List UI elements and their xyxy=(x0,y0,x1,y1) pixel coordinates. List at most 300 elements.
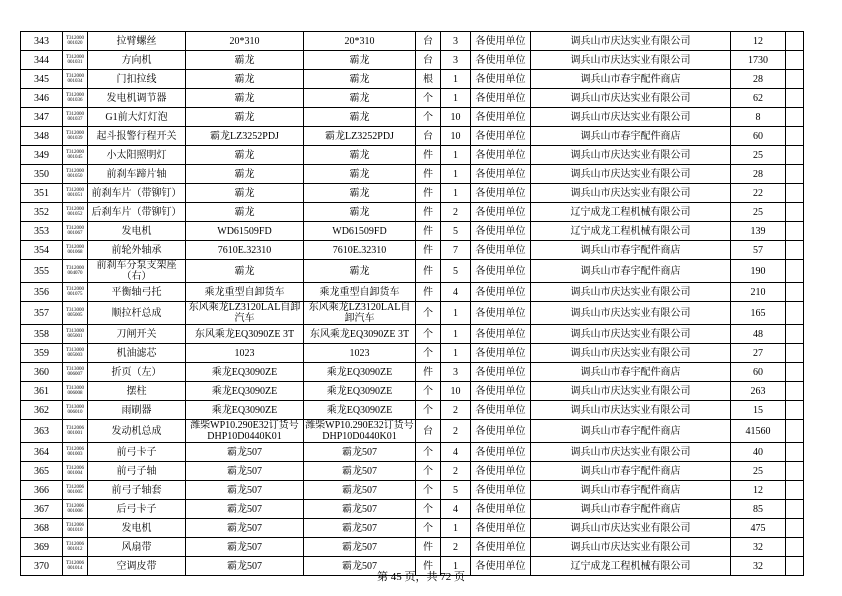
cell-user: 各使用单位 xyxy=(471,557,531,576)
item-code-line: 001052 xyxy=(67,212,83,217)
table-row xyxy=(21,401,804,420)
item-code-line: T312000 xyxy=(65,244,85,250)
cell-user: 各使用单位 xyxy=(471,344,531,363)
cell-supplier: 调兵山市春宇配件商店 xyxy=(531,127,731,146)
item-code-line: T312006 xyxy=(65,425,85,431)
cell-no: 363 xyxy=(21,420,63,443)
cell-no: 355 xyxy=(21,260,63,283)
cell-user: 各使用单位 xyxy=(471,89,531,108)
cell-note xyxy=(786,401,804,420)
item-code-line: T312006 xyxy=(65,484,85,490)
item-code-line: 001050 xyxy=(67,174,83,179)
cell-qty: 2 xyxy=(441,420,471,443)
cell-unit: 件 xyxy=(416,283,441,302)
cell-model: 霸龙507 xyxy=(304,538,416,557)
cell-code xyxy=(63,146,88,165)
cell-no: 356 xyxy=(21,283,63,302)
cell-code xyxy=(63,500,88,519)
cell-supplier: 辽宁成龙工程机械有限公司 xyxy=(531,557,731,576)
table-body xyxy=(21,32,804,576)
cell-code xyxy=(63,70,88,89)
cell-model: 霸龙507 xyxy=(304,481,416,500)
cell-no: 348 xyxy=(21,127,63,146)
cell-note xyxy=(786,165,804,184)
item-code-line: 001010 xyxy=(67,528,83,533)
cell-supplier: 调兵山市庆达实业有限公司 xyxy=(531,184,731,203)
cell-qty: 5 xyxy=(441,222,471,241)
cell-code xyxy=(63,302,88,325)
cell-name: 门扣拉线 xyxy=(88,70,186,89)
cell-price: 165 xyxy=(731,302,786,325)
item-code-line: T312000 xyxy=(65,130,85,136)
cell-note xyxy=(786,222,804,241)
item-code-line: 006008 xyxy=(67,391,83,396)
cell-qty: 10 xyxy=(441,127,471,146)
item-code-line: 004070 xyxy=(67,271,83,276)
cell-code xyxy=(63,382,88,401)
cell-note xyxy=(786,283,804,302)
cell-supplier: 调兵山市庆达实业有限公司 xyxy=(531,165,731,184)
cell-model: 霸龙 xyxy=(304,165,416,184)
cell-qty: 2 xyxy=(441,203,471,222)
cell-supplier: 调兵山市春宇配件商店 xyxy=(531,260,731,283)
item-code-line: T312000 xyxy=(65,111,85,117)
cell-note xyxy=(786,344,804,363)
cell-no: 352 xyxy=(21,203,63,222)
cell-name: 发电机 xyxy=(88,222,186,241)
cell-no: 347 xyxy=(21,108,63,127)
cell-model: 霸龙 xyxy=(304,260,416,283)
cell-unit: 件 xyxy=(416,241,441,260)
item-code-line: T312000 xyxy=(65,206,85,212)
cell-spec: 霸龙 xyxy=(186,260,304,283)
cell-spec: 乘龙EQ3090ZE xyxy=(186,382,304,401)
cell-model: 乘龙EQ3090ZE xyxy=(304,382,416,401)
cell-code xyxy=(63,222,88,241)
cell-user: 各使用单位 xyxy=(471,260,531,283)
item-code-line: 001075 xyxy=(67,292,83,297)
cell-model: 潍柴WP10.290E32订货号DHP10D0440K01 xyxy=(305,420,414,442)
item-code-line: T313000 xyxy=(65,347,85,353)
cell-price: 25 xyxy=(731,146,786,165)
cell-supplier: 调兵山市庆达实业有限公司 xyxy=(531,344,731,363)
cell-price: 62 xyxy=(731,89,786,108)
cell-qty: 10 xyxy=(441,108,471,127)
cell-no: 354 xyxy=(21,241,63,260)
cell-price: 263 xyxy=(731,382,786,401)
cell-unit: 台 xyxy=(416,32,441,51)
cell-code xyxy=(63,443,88,462)
cell-code xyxy=(63,184,88,203)
cell-note xyxy=(786,420,804,443)
cell-user: 各使用单位 xyxy=(471,203,531,222)
cell-spec: 乘龙EQ3090ZE xyxy=(186,401,304,420)
table-row xyxy=(21,260,804,283)
cell-supplier: 调兵山市庆达实业有限公司 xyxy=(531,32,731,51)
cell-no: 366 xyxy=(21,481,63,500)
cell-user: 各使用单位 xyxy=(471,519,531,538)
cell-unit: 个 xyxy=(416,108,441,127)
cell-user: 各使用单位 xyxy=(471,283,531,302)
cell-model: WD61509FD xyxy=(304,222,416,241)
cell-name: 机油滤芯 xyxy=(88,344,186,363)
cell-price: 32 xyxy=(731,538,786,557)
cell-price: 22 xyxy=(731,184,786,203)
cell-spec: 20*310 xyxy=(186,32,304,51)
cell-price: 12 xyxy=(731,32,786,51)
cell-spec: 霸龙507 xyxy=(186,538,304,557)
item-code-line: T312000 xyxy=(65,149,85,155)
table-row xyxy=(21,146,804,165)
item-code-line: 001014 xyxy=(67,566,83,571)
cell-name: 前轮外轴承 xyxy=(88,241,186,260)
table-row xyxy=(21,420,804,443)
cell-supplier: 调兵山市庆达实业有限公司 xyxy=(531,382,731,401)
cell-code xyxy=(63,325,88,344)
cell-note xyxy=(786,146,804,165)
table-row xyxy=(21,70,804,89)
cell-code xyxy=(63,108,88,127)
cell-spec: 7610E.32310 xyxy=(186,241,304,260)
cell-model: 霸龙507 xyxy=(304,462,416,481)
cell-qty: 7 xyxy=(441,241,471,260)
cell-model: 霸龙507 xyxy=(304,557,416,576)
cell-note xyxy=(786,89,804,108)
table-row xyxy=(21,519,804,538)
item-code-line: 001005 xyxy=(67,490,83,495)
cell-unit: 件 xyxy=(416,557,441,576)
cell-code xyxy=(63,344,88,363)
item-code-line: T312000 xyxy=(65,92,85,98)
table-row xyxy=(21,443,804,462)
cell-model: 7610E.32310 xyxy=(304,241,416,260)
cell-spec: 霸龙 xyxy=(186,108,304,127)
cell-name: 后刹车片（带铆钉） xyxy=(88,203,186,222)
item-code-line: T312006 xyxy=(65,465,85,471)
cell-name: 起斗报警行程开关 xyxy=(88,127,186,146)
cell-unit: 个 xyxy=(416,500,441,519)
cell-note xyxy=(786,203,804,222)
item-code-line: 001039 xyxy=(67,136,83,141)
cell-qty: 4 xyxy=(441,283,471,302)
cell-code xyxy=(63,363,88,382)
cell-qty: 10 xyxy=(441,382,471,401)
cell-supplier: 调兵山市庆达实业有限公司 xyxy=(531,89,731,108)
item-code-line: 001051 xyxy=(67,193,83,198)
cell-user: 各使用单位 xyxy=(471,500,531,519)
item-code-line: T313000 xyxy=(65,404,85,410)
item-code-line: T313000 xyxy=(65,366,85,372)
cell-spec: 东风乘龙LZ3120LAL自卸汽车 xyxy=(186,302,304,325)
cell-qty: 3 xyxy=(441,32,471,51)
cell-name: 摆柱 xyxy=(88,382,186,401)
cell-spec: 1023 xyxy=(186,344,304,363)
cell-unit: 个 xyxy=(416,344,441,363)
cell-no: 369 xyxy=(21,538,63,557)
item-code-line: T312000 xyxy=(65,225,85,231)
cell-price: 139 xyxy=(731,222,786,241)
table-row xyxy=(21,500,804,519)
cell-name: 前弓子轴套 xyxy=(88,481,186,500)
cell-name: 发电机调节器 xyxy=(88,89,186,108)
cell-supplier: 辽宁成龙工程机械有限公司 xyxy=(531,222,731,241)
cell-model: 霸龙507 xyxy=(304,443,416,462)
page-number: 第 45 页，共 72 页 xyxy=(377,571,465,583)
cell-name: 前刹车片（带铆钉） xyxy=(88,184,186,203)
cell-model: 霸龙 xyxy=(304,70,416,89)
cell-user: 各使用单位 xyxy=(471,462,531,481)
cell-price: 25 xyxy=(731,462,786,481)
cell-user: 各使用单位 xyxy=(471,241,531,260)
item-code-line: T312006 xyxy=(65,522,85,528)
item-code-line: 001004 xyxy=(67,471,83,476)
cell-user: 各使用单位 xyxy=(471,302,531,325)
cell-code xyxy=(63,519,88,538)
cell-code xyxy=(63,32,88,51)
item-code-line: T312000 xyxy=(65,265,85,271)
cell-no: 361 xyxy=(21,382,63,401)
cell-no: 360 xyxy=(21,363,63,382)
cell-no: 358 xyxy=(21,325,63,344)
cell-note xyxy=(786,382,804,401)
table-row xyxy=(21,283,804,302)
cell-unit: 件 xyxy=(416,363,441,382)
cell-qty: 1 xyxy=(441,89,471,108)
cell-no: 370 xyxy=(21,557,63,576)
cell-supplier: 调兵山市庆达实业有限公司 xyxy=(531,146,731,165)
item-code-line: 001003 xyxy=(67,452,83,457)
cell-code xyxy=(63,241,88,260)
item-code-line: 006007 xyxy=(67,372,83,377)
cell-supplier: 调兵山市春宇配件商店 xyxy=(531,420,731,443)
cell-note xyxy=(786,32,804,51)
cell-spec: 霸龙507 xyxy=(186,462,304,481)
cell-note xyxy=(786,302,804,325)
item-code-line: 001067 xyxy=(67,231,83,236)
cell-model: 1023 xyxy=(304,344,416,363)
cell-name: 方向机 xyxy=(88,51,186,70)
cell-qty: 2 xyxy=(441,462,471,481)
item-code-line: T313000 xyxy=(65,328,85,334)
cell-user: 各使用单位 xyxy=(471,165,531,184)
table-row xyxy=(21,462,804,481)
item-code-line: 001037 xyxy=(67,117,83,122)
table-row xyxy=(21,538,804,557)
cell-name: 前弓卡子 xyxy=(88,443,186,462)
cell-no: 346 xyxy=(21,89,63,108)
cell-supplier: 调兵山市春宇配件商店 xyxy=(531,363,731,382)
cell-model: 乘龙重型自卸货车 xyxy=(304,283,416,302)
cell-unit: 件 xyxy=(416,184,441,203)
cell-model: 乘龙EQ3090ZE xyxy=(304,363,416,382)
cell-note xyxy=(786,443,804,462)
cell-name: 雨刷器 xyxy=(88,401,186,420)
cell-spec: 乘龙EQ3090ZE xyxy=(186,363,304,382)
cell-user: 各使用单位 xyxy=(471,382,531,401)
cell-unit: 个 xyxy=(416,302,441,325)
item-code-line: T312006 xyxy=(65,560,85,566)
cell-supplier: 调兵山市庆达实业有限公司 xyxy=(531,283,731,302)
cell-qty: 2 xyxy=(441,401,471,420)
cell-spec: 霸龙 xyxy=(186,51,304,70)
cell-model: 霸龙507 xyxy=(304,519,416,538)
cell-qty: 1 xyxy=(441,146,471,165)
cell-user: 各使用单位 xyxy=(471,184,531,203)
cell-spec: 霸龙LZ3252PDJ xyxy=(186,127,304,146)
cell-model: 20*310 xyxy=(304,32,416,51)
cell-note xyxy=(786,363,804,382)
cell-qty: 1 xyxy=(441,165,471,184)
cell-user: 各使用单位 xyxy=(471,32,531,51)
cell-supplier: 调兵山市庆达实业有限公司 xyxy=(531,325,731,344)
cell-no: 357 xyxy=(21,302,63,325)
cell-unit: 根 xyxy=(416,70,441,89)
cell-spec: 霸龙507 xyxy=(186,481,304,500)
cell-no: 353 xyxy=(21,222,63,241)
cell-price: 48 xyxy=(731,325,786,344)
table-row xyxy=(21,165,804,184)
cell-price: 190 xyxy=(731,260,786,283)
cell-spec: WD61509FD xyxy=(186,222,304,241)
cell-name: 拉臂螺丝 xyxy=(88,32,186,51)
cell-spec: 霸龙507 xyxy=(186,557,304,576)
cell-code xyxy=(63,462,88,481)
cell-unit: 件 xyxy=(416,203,441,222)
cell-code xyxy=(63,401,88,420)
cell-unit: 个 xyxy=(416,401,441,420)
cell-unit: 个 xyxy=(416,443,441,462)
cell-supplier: 调兵山市春宇配件商店 xyxy=(531,481,731,500)
table-row xyxy=(21,108,804,127)
parts-table xyxy=(20,31,804,576)
cell-no: 367 xyxy=(21,500,63,519)
cell-unit: 件 xyxy=(416,538,441,557)
cell-note xyxy=(786,538,804,557)
cell-price: 12 xyxy=(731,481,786,500)
cell-model: 霸龙 xyxy=(304,203,416,222)
cell-name: 刀闸开关 xyxy=(88,325,186,344)
cell-code xyxy=(63,283,88,302)
cell-unit: 个 xyxy=(416,89,441,108)
cell-no: 365 xyxy=(21,462,63,481)
cell-code xyxy=(63,203,88,222)
cell-name: 风扇带 xyxy=(88,538,186,557)
cell-qty: 4 xyxy=(441,443,471,462)
item-code-line: 005003 xyxy=(67,353,83,358)
cell-spec: 霸龙 xyxy=(186,203,304,222)
item-code-line: 005005 xyxy=(67,313,83,318)
item-code-line: T312000 xyxy=(65,35,85,41)
table-row xyxy=(21,89,804,108)
cell-code xyxy=(63,51,88,70)
cell-note xyxy=(786,325,804,344)
cell-unit: 个 xyxy=(416,382,441,401)
cell-unit: 个 xyxy=(416,462,441,481)
cell-no: 368 xyxy=(21,519,63,538)
item-code-line: 001031 xyxy=(67,60,83,65)
cell-no: 345 xyxy=(21,70,63,89)
cell-qty: 1 xyxy=(441,519,471,538)
cell-user: 各使用单位 xyxy=(471,222,531,241)
cell-note xyxy=(786,108,804,127)
cell-model: 东风乘龙EQ3090ZE 3T xyxy=(304,325,416,344)
cell-note xyxy=(786,519,804,538)
cell-code xyxy=(63,260,88,283)
cell-code xyxy=(63,89,88,108)
cell-unit: 台 xyxy=(416,127,441,146)
cell-note xyxy=(786,241,804,260)
cell-qty: 1 xyxy=(441,302,471,325)
cell-price: 28 xyxy=(731,70,786,89)
cell-price: 32 xyxy=(731,557,786,576)
cell-user: 各使用单位 xyxy=(471,325,531,344)
item-code-line: T312000 xyxy=(65,54,85,60)
cell-spec: 霸龙 xyxy=(186,89,304,108)
cell-model: 乘龙EQ3090ZE xyxy=(304,401,416,420)
cell-supplier: 调兵山市春宇配件商店 xyxy=(531,70,731,89)
cell-spec: 潍柴WP10.290E32订货号DHP10D0440K01 xyxy=(186,420,304,443)
cell-user: 各使用单位 xyxy=(471,420,531,443)
item-code-line: 001034 xyxy=(67,79,83,84)
item-code-line: T313000 xyxy=(65,307,85,313)
cell-price: 25 xyxy=(731,203,786,222)
item-code-line: T312000 xyxy=(65,73,85,79)
cell-spec: 霸龙507 xyxy=(186,519,304,538)
cell-spec: 霸龙 xyxy=(186,184,304,203)
cell-model: 霸龙 xyxy=(304,108,416,127)
cell-unit: 件 xyxy=(416,165,441,184)
cell-name: 前刹车蹄片轴 xyxy=(88,165,186,184)
cell-no: 364 xyxy=(21,443,63,462)
cell-name: 顺拉杆总成 xyxy=(88,302,186,325)
cell-qty: 4 xyxy=(441,500,471,519)
cell-supplier: 辽宁成龙工程机械有限公司 xyxy=(531,203,731,222)
cell-user: 各使用单位 xyxy=(471,363,531,382)
cell-supplier: 调兵山市春宇配件商店 xyxy=(531,462,731,481)
item-code-line: 001012 xyxy=(67,547,83,552)
cell-price: 27 xyxy=(731,344,786,363)
cell-supplier: 调兵山市庆达实业有限公司 xyxy=(531,51,731,70)
cell-qty: 3 xyxy=(441,51,471,70)
table-row xyxy=(21,363,804,382)
cell-spec: 霸龙507 xyxy=(186,500,304,519)
cell-unit: 件 xyxy=(416,146,441,165)
cell-no: 351 xyxy=(21,184,63,203)
item-code-line: 006010 xyxy=(67,410,83,415)
cell-name: 平衡轴弓托 xyxy=(88,283,186,302)
cell-qty: 5 xyxy=(441,260,471,283)
cell-supplier: 调兵山市庆达实业有限公司 xyxy=(531,302,731,325)
cell-unit: 个 xyxy=(416,481,441,500)
item-code-line: T312006 xyxy=(65,446,85,452)
cell-name: 后弓卡子 xyxy=(88,500,186,519)
item-code-line: T312000 xyxy=(65,286,85,292)
cell-code xyxy=(63,127,88,146)
cell-supplier: 调兵山市庆达实业有限公司 xyxy=(531,443,731,462)
cell-user: 各使用单位 xyxy=(471,481,531,500)
cell-name: 前弓子轴 xyxy=(88,462,186,481)
cell-note xyxy=(786,70,804,89)
cell-user: 各使用单位 xyxy=(471,538,531,557)
cell-supplier: 调兵山市庆达实业有限公司 xyxy=(531,538,731,557)
cell-name: 空调皮带 xyxy=(88,557,186,576)
cell-note xyxy=(786,500,804,519)
table-row xyxy=(21,481,804,500)
item-code-line: 001020 xyxy=(67,41,83,46)
item-code-line: T312006 xyxy=(65,503,85,509)
cell-user: 各使用单位 xyxy=(471,146,531,165)
cell-model: 霸龙 xyxy=(304,146,416,165)
